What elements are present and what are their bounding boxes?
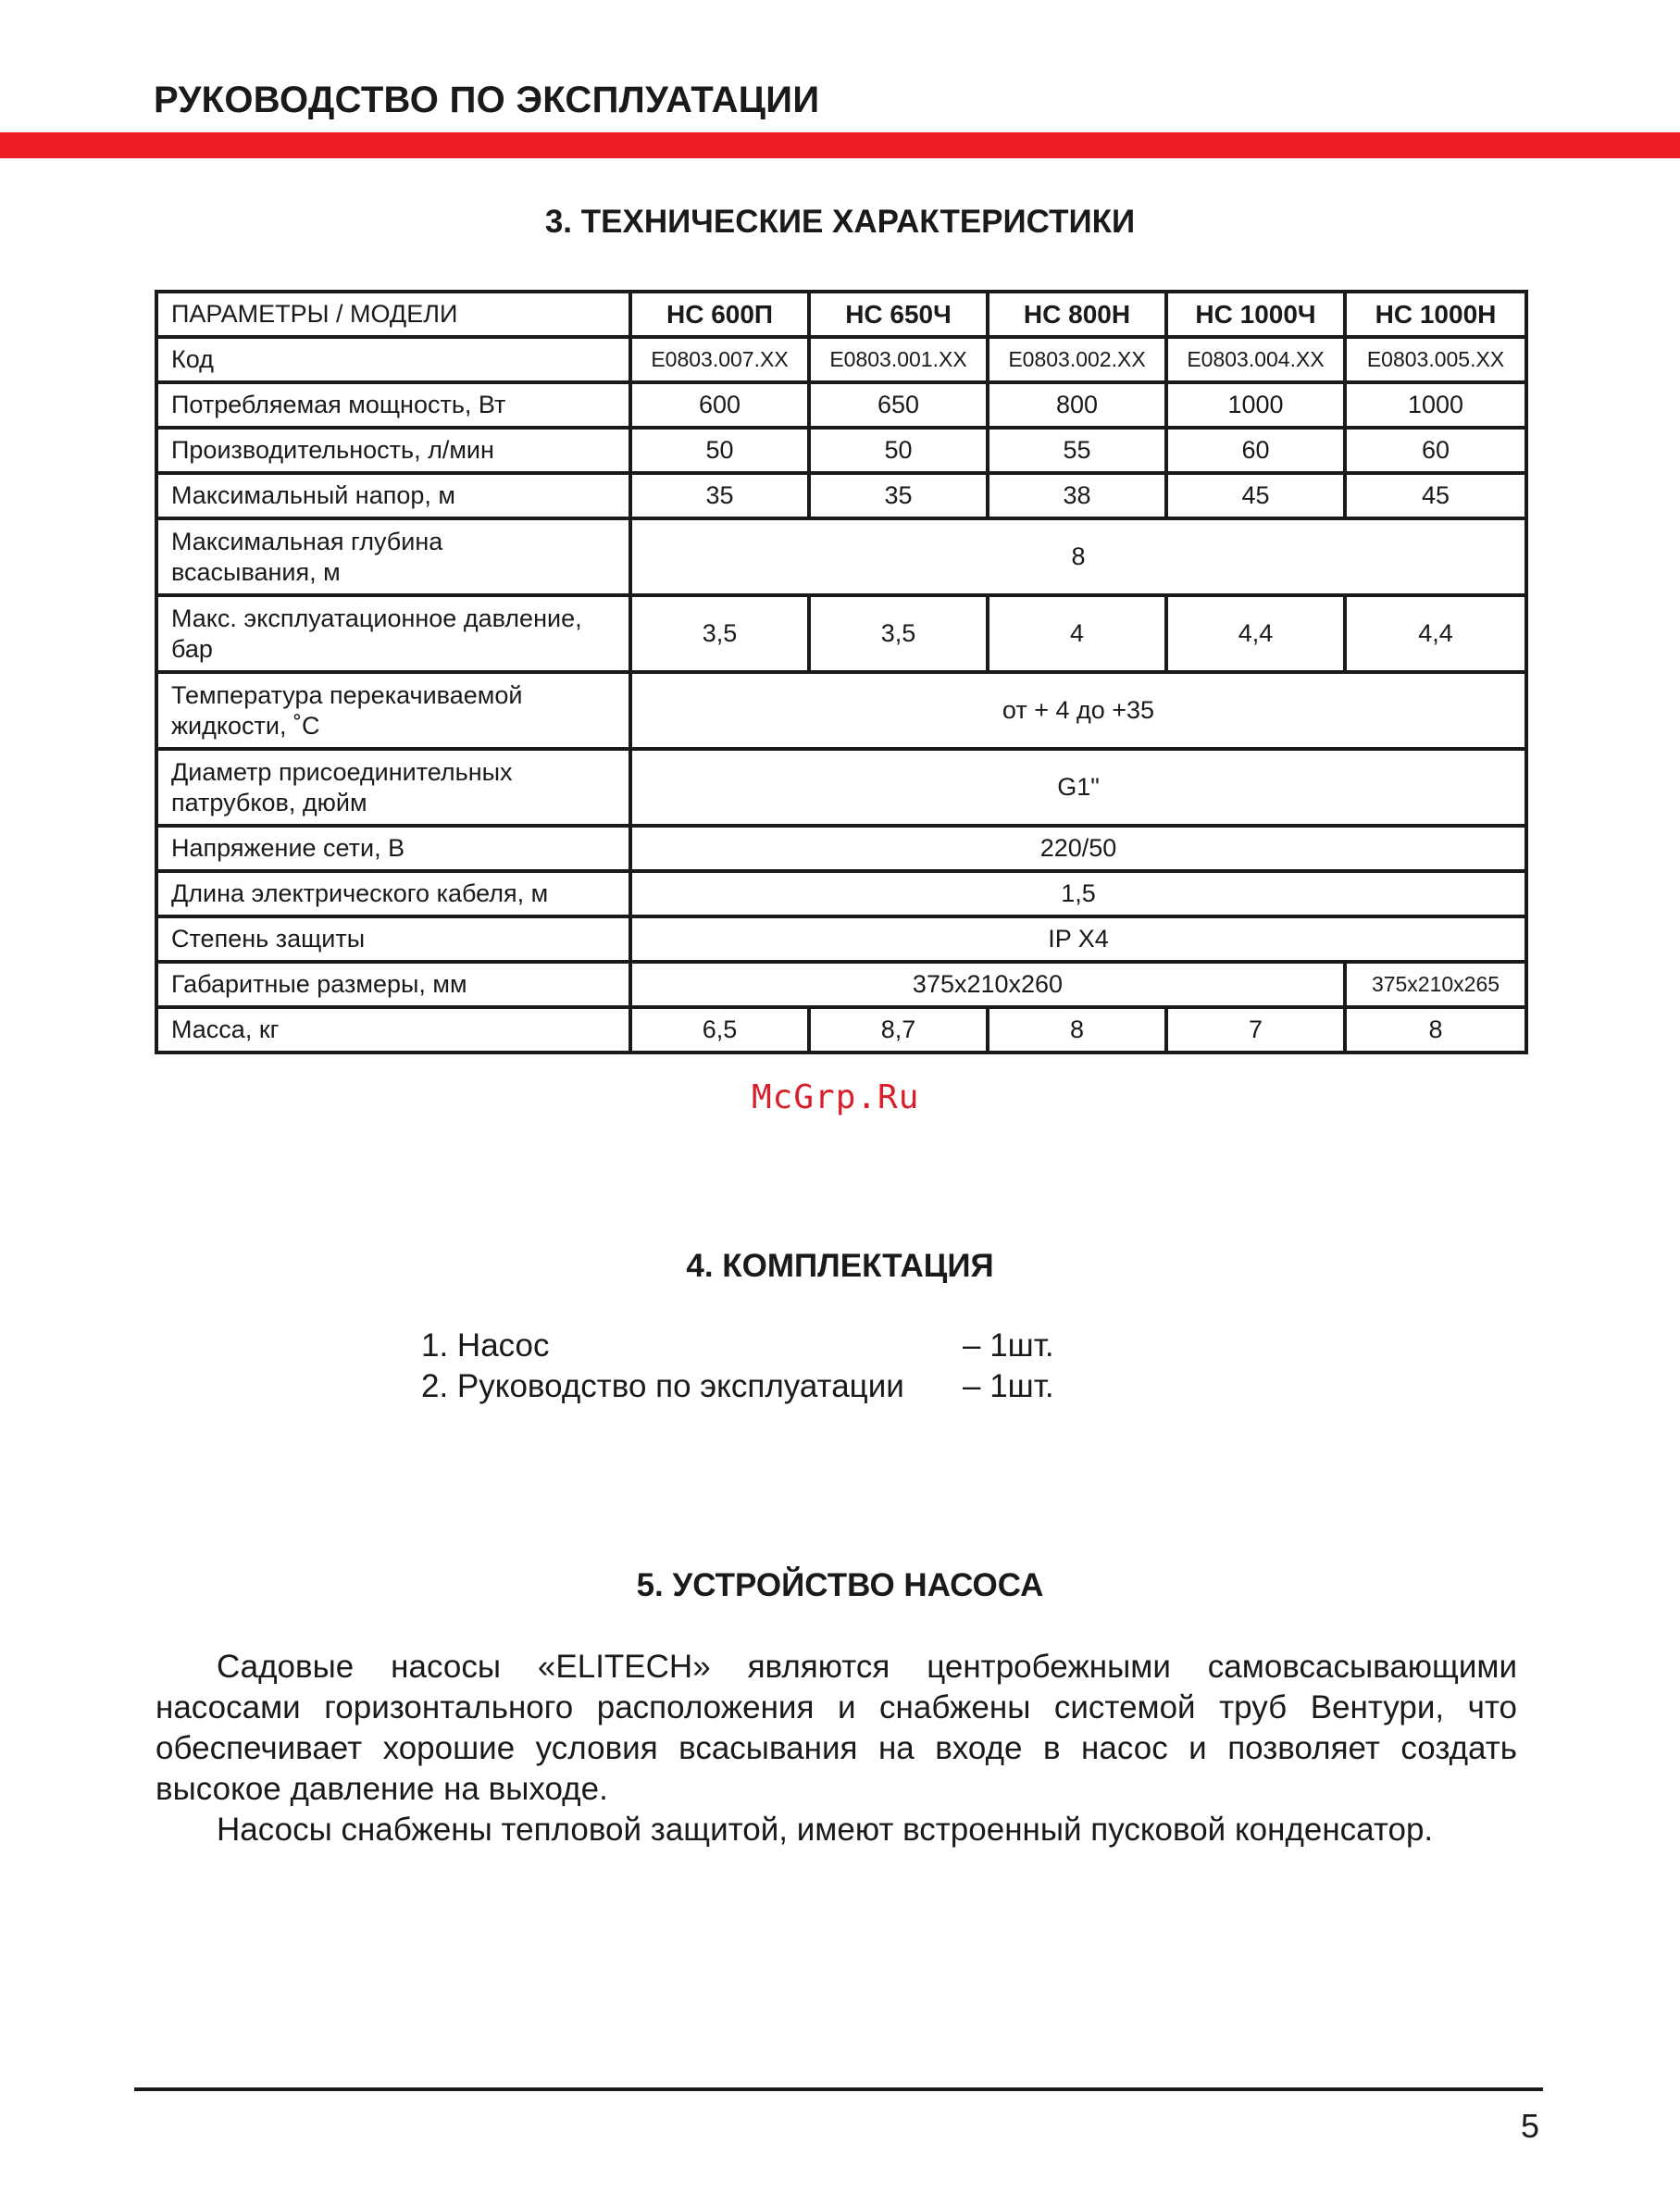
table-cell: 50 [809, 428, 988, 473]
table-cell-merged: от + 4 до +35 [630, 672, 1526, 749]
item-name: 2. Руководство по эксплуатации [421, 1368, 904, 1404]
row-label: Степень защиты [156, 916, 630, 962]
table-row-dimensions [156, 962, 1526, 1007]
table-row-pressure [156, 595, 1526, 672]
table-cell: 650 [809, 382, 988, 428]
footer-rule [134, 2087, 1543, 2091]
table-cell: 3,5 [809, 595, 988, 672]
table-cell: 7 [1166, 1007, 1345, 1053]
table-row-voltage [156, 826, 1526, 871]
row-label [156, 595, 630, 672]
model-header: НС 1000Н [1345, 292, 1526, 337]
row-label-line: Диаметр присоединительных [171, 757, 513, 786]
table-cell: 60 [1166, 428, 1345, 473]
table-cell: E0803.007.XX [630, 337, 809, 382]
table-row-protection [156, 916, 1526, 962]
row-label: Габаритные размеры, мм [156, 962, 630, 1007]
item-quantity: – 1шт. [963, 1368, 1054, 1404]
row-label: Длина электрического кабеля, м [156, 871, 630, 916]
row-label: Напряжение сети, В [156, 826, 630, 871]
row-label: Масса, кг [156, 1007, 630, 1053]
table-row-code [156, 337, 1526, 382]
item-quantity: – 1шт. [963, 1327, 1054, 1364]
row-label-line: патрубков, дюйм [171, 788, 367, 816]
table-cell: 6,5 [630, 1007, 809, 1053]
table-cell: 35 [809, 473, 988, 518]
row-label: Производительность, л/мин [156, 428, 630, 473]
table-cell: 60 [1345, 428, 1526, 473]
table-cell: 45 [1166, 473, 1345, 518]
table-cell-merged: G1" [630, 749, 1526, 826]
table-cell: 35 [630, 473, 809, 518]
table-cell: E0803.002.XX [988, 337, 1166, 382]
table-cell: 38 [988, 473, 1166, 518]
table-cell: 4,4 [1345, 595, 1526, 672]
row-label: Потребляемая мощность, Вт [156, 382, 630, 428]
row-label [156, 749, 630, 826]
row-label-line: бар [171, 634, 213, 663]
table-cell: 1000 [1166, 382, 1345, 428]
table-cell-merged: IP X4 [630, 916, 1526, 962]
table-cell: 600 [630, 382, 809, 428]
table-cell: 55 [988, 428, 1166, 473]
table-row-power [156, 382, 1526, 428]
table-cell: E0803.001.XX [809, 337, 988, 382]
table-cell: 50 [630, 428, 809, 473]
table-row-temperature [156, 672, 1526, 749]
table-row-flow [156, 428, 1526, 473]
table-cell: 1000 [1345, 382, 1526, 428]
header-red-bar [0, 132, 1680, 158]
row-label: Код [156, 337, 630, 382]
table-row-diameter [156, 749, 1526, 826]
row-label-line: жидкости, ˚С [171, 711, 320, 740]
table-cell-merged: 375x210x260 [630, 962, 1345, 1007]
table-cell: 800 [988, 382, 1166, 428]
table-row-mass [156, 1007, 1526, 1053]
section-5-title: 5. УСТРОЙСТВО НАСОСА [636, 1567, 1044, 1603]
table-cell: 375x210x265 [1345, 962, 1526, 1007]
row-label-line: всасывания, м [171, 557, 341, 586]
model-header: НС 650Ч [809, 292, 988, 337]
table-cell: 3,5 [630, 595, 809, 672]
paragraph: Насосы снабжены тепловой защитой, имеют встроенный пусковой конденсатор. [217, 1812, 1434, 1848]
table-cell: 45 [1345, 473, 1526, 518]
row-label-line: Максимальная глубина [171, 527, 443, 555]
page-number: 5 [1521, 2107, 1540, 2145]
table-cell-merged: 8 [630, 518, 1526, 595]
item-name: 1. Насос [421, 1327, 550, 1364]
model-header: НС 1000Ч [1166, 292, 1345, 337]
watermark: McGrp.Ru [752, 1078, 920, 1116]
row-label [156, 518, 630, 595]
table-cell: 8 [1345, 1007, 1526, 1053]
table-cell: E0803.004.XX [1166, 337, 1345, 382]
package-contents-list [421, 1326, 1069, 1407]
table-row-cable [156, 871, 1526, 916]
list-item [421, 1326, 1069, 1366]
table-corner-cell: ПАРАМЕТРЫ / МОДЕЛИ [156, 292, 630, 337]
specifications-table [155, 290, 1528, 1054]
list-item [421, 1366, 1069, 1407]
model-header: НС 800Н [988, 292, 1166, 337]
row-label-line: Макс. эксплуатационное давление, [171, 604, 582, 632]
row-label: Максимальный напор, м [156, 473, 630, 518]
section-4-title: 4. КОМПЛЕКТАЦИЯ [686, 1248, 994, 1284]
table-cell: E0803.005.XX [1345, 337, 1526, 382]
table-header-row [156, 292, 1526, 337]
table-cell: 8 [988, 1007, 1166, 1053]
table-row-head [156, 473, 1526, 518]
table-cell-merged: 1,5 [630, 871, 1526, 916]
table-cell: 8,7 [809, 1007, 988, 1053]
row-label-line: Температура перекачиваемой [171, 680, 523, 709]
table-row-suction [156, 518, 1526, 595]
section-3-title: 3. ТЕХНИЧЕСКИЕ ХАРАКТЕРИСТИКИ [544, 204, 1136, 240]
table-cell-merged: 220/50 [630, 826, 1526, 871]
row-label [156, 672, 630, 749]
table-cell: 4,4 [1166, 595, 1345, 672]
model-header: НС 600П [630, 292, 809, 337]
pump-description [156, 1647, 1517, 1850]
table-cell: 4 [988, 595, 1166, 672]
document-header-title: РУКОВОДСТВО ПО ЭКСПЛУАТАЦИИ [154, 80, 820, 120]
paragraph: Садовые насосы «ELITECH» являются центробежными самовсасывающими насосами горизонтального расположения и снабжены системой труб Вентури, что обеспечивает хорошие условия всасывания на входе в насос и позволяет создать высокое давление на выходе. [156, 1649, 1517, 1807]
